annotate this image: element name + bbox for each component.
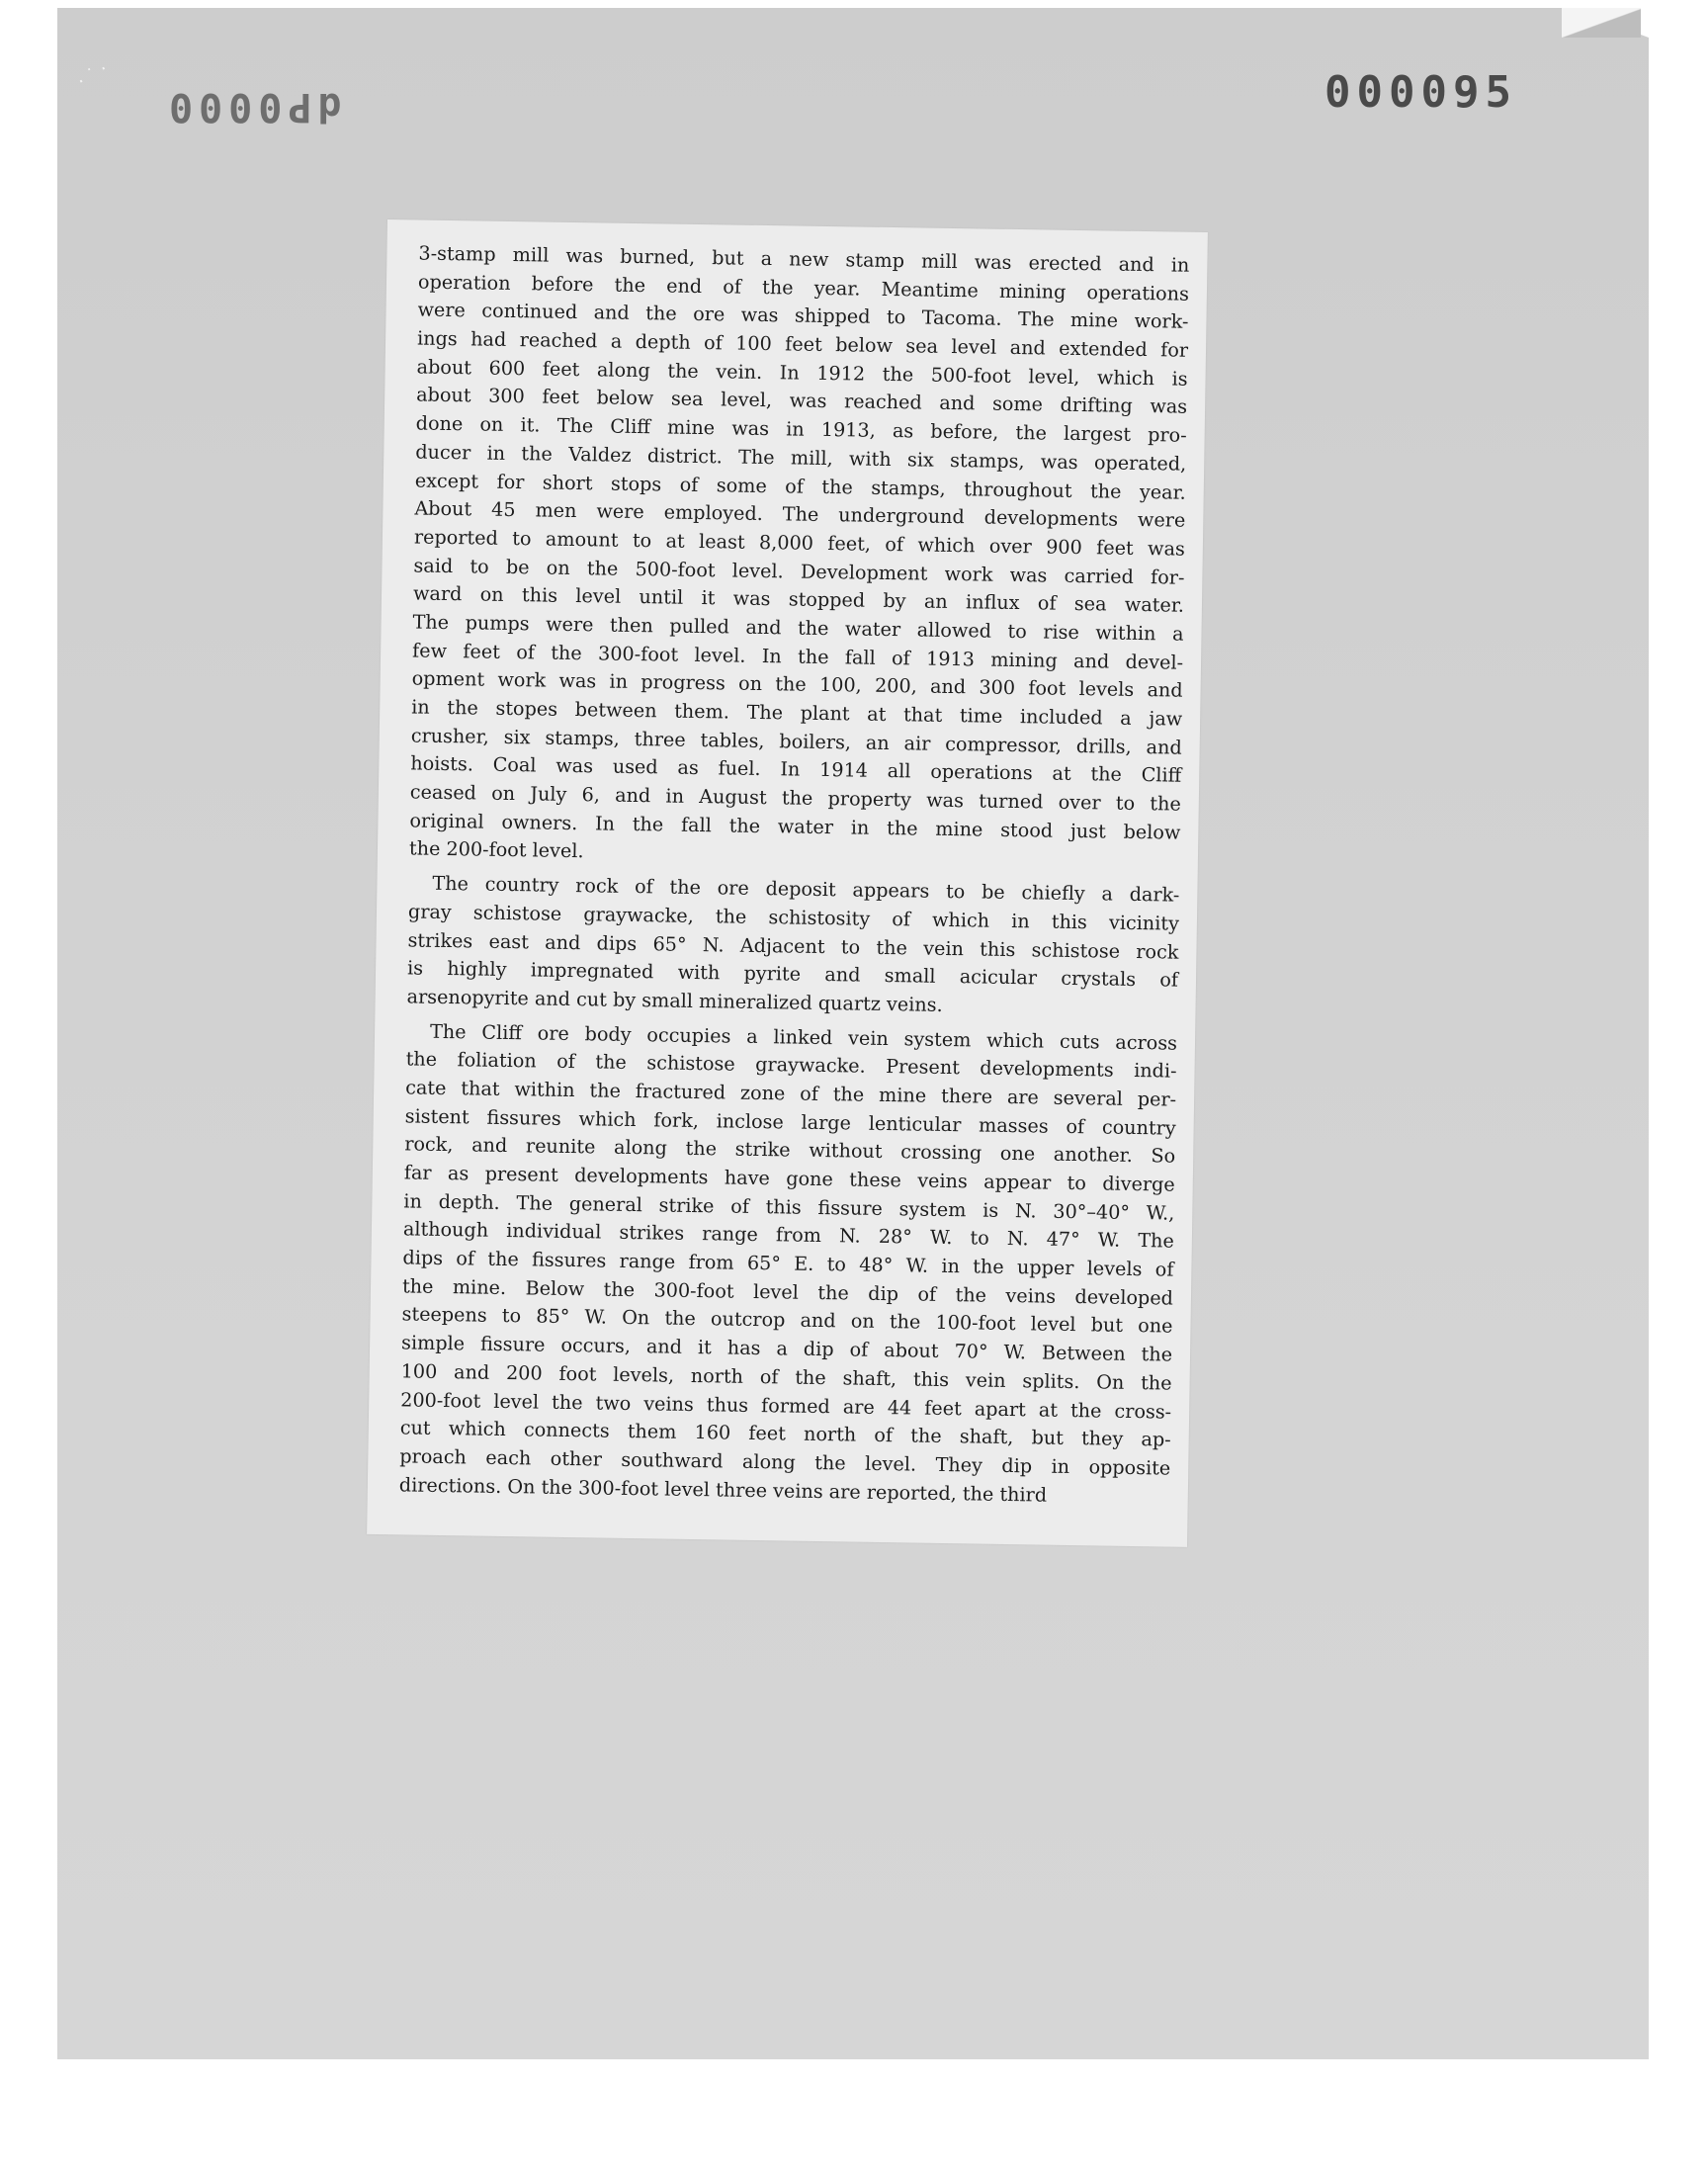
text-line: crusher, six stamps, three tables, boilers, an air compressor, drills, and (410, 724, 1182, 759)
text-line: although individual strikes range from N. 28° W. to N. 47° W. The (402, 1217, 1175, 1254)
text-line: is highly impregnated with pyrite and small acicular crystals of (406, 956, 1179, 992)
text-line: operation before the end of the year. Meantime mining operations (417, 270, 1190, 305)
text-line: the 200-foot level. (408, 836, 584, 863)
text-line: arsenopyrite and cut by small mineralized quartz veins. (406, 985, 943, 1016)
text-line: gray schistose graywacke, the schistosity of which in this vicinity (407, 900, 1180, 935)
text-line: About 45 men were employed. The underground developments were (414, 496, 1186, 532)
text-line: proach each other southward along the level. They dip in opposite (399, 1444, 1171, 1480)
text-line: done on it. The Cliff mine was in 1913, as before, the largest pro- (415, 411, 1187, 447)
text-line: ducer in the Valdez district. The mill, with six stamps, was operated, (415, 440, 1187, 476)
text-line: dips of the fissures range from 65° E. to 48° W. in the upper levels of (402, 1246, 1174, 1281)
clipping-text-body (399, 240, 1190, 1512)
text-line: in depth. The general strike of this fissure system is N. 30°–40° W., (403, 1189, 1175, 1225)
text-line: said to be on the 500-foot level. Development work was carried for- (413, 554, 1185, 589)
text-line: 200-foot level the two veins thus formed are 44 feet apart at the cross- (400, 1387, 1172, 1424)
text-line: steepens to 85° W. On the outcrop and on the 100-foot level but one (401, 1302, 1173, 1339)
text-line: hoists. Coal was used as fuel. In 1914 all operations at the Cliff (410, 751, 1182, 788)
paragraph (406, 870, 1179, 1024)
text-line: The pumps were then pulled and the water allowed to rise within a (412, 610, 1184, 646)
text-line: opment work was in progress on the 100, 200, and 300 foot levels and (411, 666, 1183, 703)
text-line: far as present developments have gone these veins appear to diverge (403, 1161, 1175, 1196)
folded-corner (1562, 8, 1641, 38)
text-line: the foliation of the schistose graywacke. Present developments indi- (405, 1047, 1177, 1083)
text-line: about 600 feet along the vein. In 1912 the 500-foot level, which is (416, 355, 1188, 391)
paper-smudge: · ˙ · (73, 58, 112, 93)
text-line: cut which connects them 160 feet north of the shaft, but they ap- (399, 1416, 1171, 1451)
text-line: original owners. In the fall the water in the mine stood just below (409, 809, 1181, 844)
text-line: sistent fissures which fork, inclose large lenticular masses of country (404, 1104, 1176, 1140)
text-line: 3-stamp mill was burned, but a new stamp mill was erected and in (418, 241, 1190, 277)
text-line: directions. On the 300-foot level three veins are reported, the third (398, 1472, 1048, 1507)
text-line: The Cliff ore body occupies a linked vein system which cuts across (429, 1019, 1178, 1055)
text-line: strikes east and dips 65° N. Adjacent to the vein this schistose rock (407, 927, 1179, 964)
text-line: cate that within the fractured zone of the mine there are several per- (405, 1076, 1177, 1111)
text-line: ward on this level until it was stopped by an influx of sea water. (412, 581, 1185, 617)
text-line: were continued and the ore was shipped to Tacoma. The mine work- (417, 298, 1189, 334)
text-line: rock, and reunite along the strike without crossing one another. So (404, 1132, 1176, 1168)
text-line: ings had reached a depth of 100 feet below sea level and extended for (416, 326, 1189, 362)
text-line: ceased on July 6, and in August the property was turned over to the (409, 780, 1181, 816)
text-line: except for short stops of some of the stamps, throughout the year. (414, 468, 1186, 504)
text-line: in the stopes between them. The plant at that time included a jaw (411, 695, 1183, 731)
text-line: 100 and 200 foot levels, north of the shaft, this vein splits. On the (400, 1359, 1172, 1395)
text-clipping (367, 219, 1208, 1547)
text-line: about 300 feet below sea level, was reached and some drifting was (416, 383, 1188, 419)
text-line: simple fissure occurs, and it has a dip of about 70° W. Between the (400, 1331, 1173, 1366)
text-line: few feet of the 300-foot level. In the fall of 1913 mining and devel- (411, 639, 1184, 674)
page-stamp-left: dP0000 (163, 84, 342, 130)
page-stamp-right: 000095 (1324, 67, 1517, 118)
text-line: the mine. Below the 300-foot level the dip of the veins developed (401, 1274, 1174, 1310)
text-line: The country rock of the ore deposit appears to be chiefly a dark- (432, 871, 1180, 907)
text-line: reported to amount to at least 8,000 feet, of which over 900 feet was (413, 525, 1186, 561)
paragraph (409, 240, 1190, 876)
paragraph (399, 1017, 1178, 1512)
